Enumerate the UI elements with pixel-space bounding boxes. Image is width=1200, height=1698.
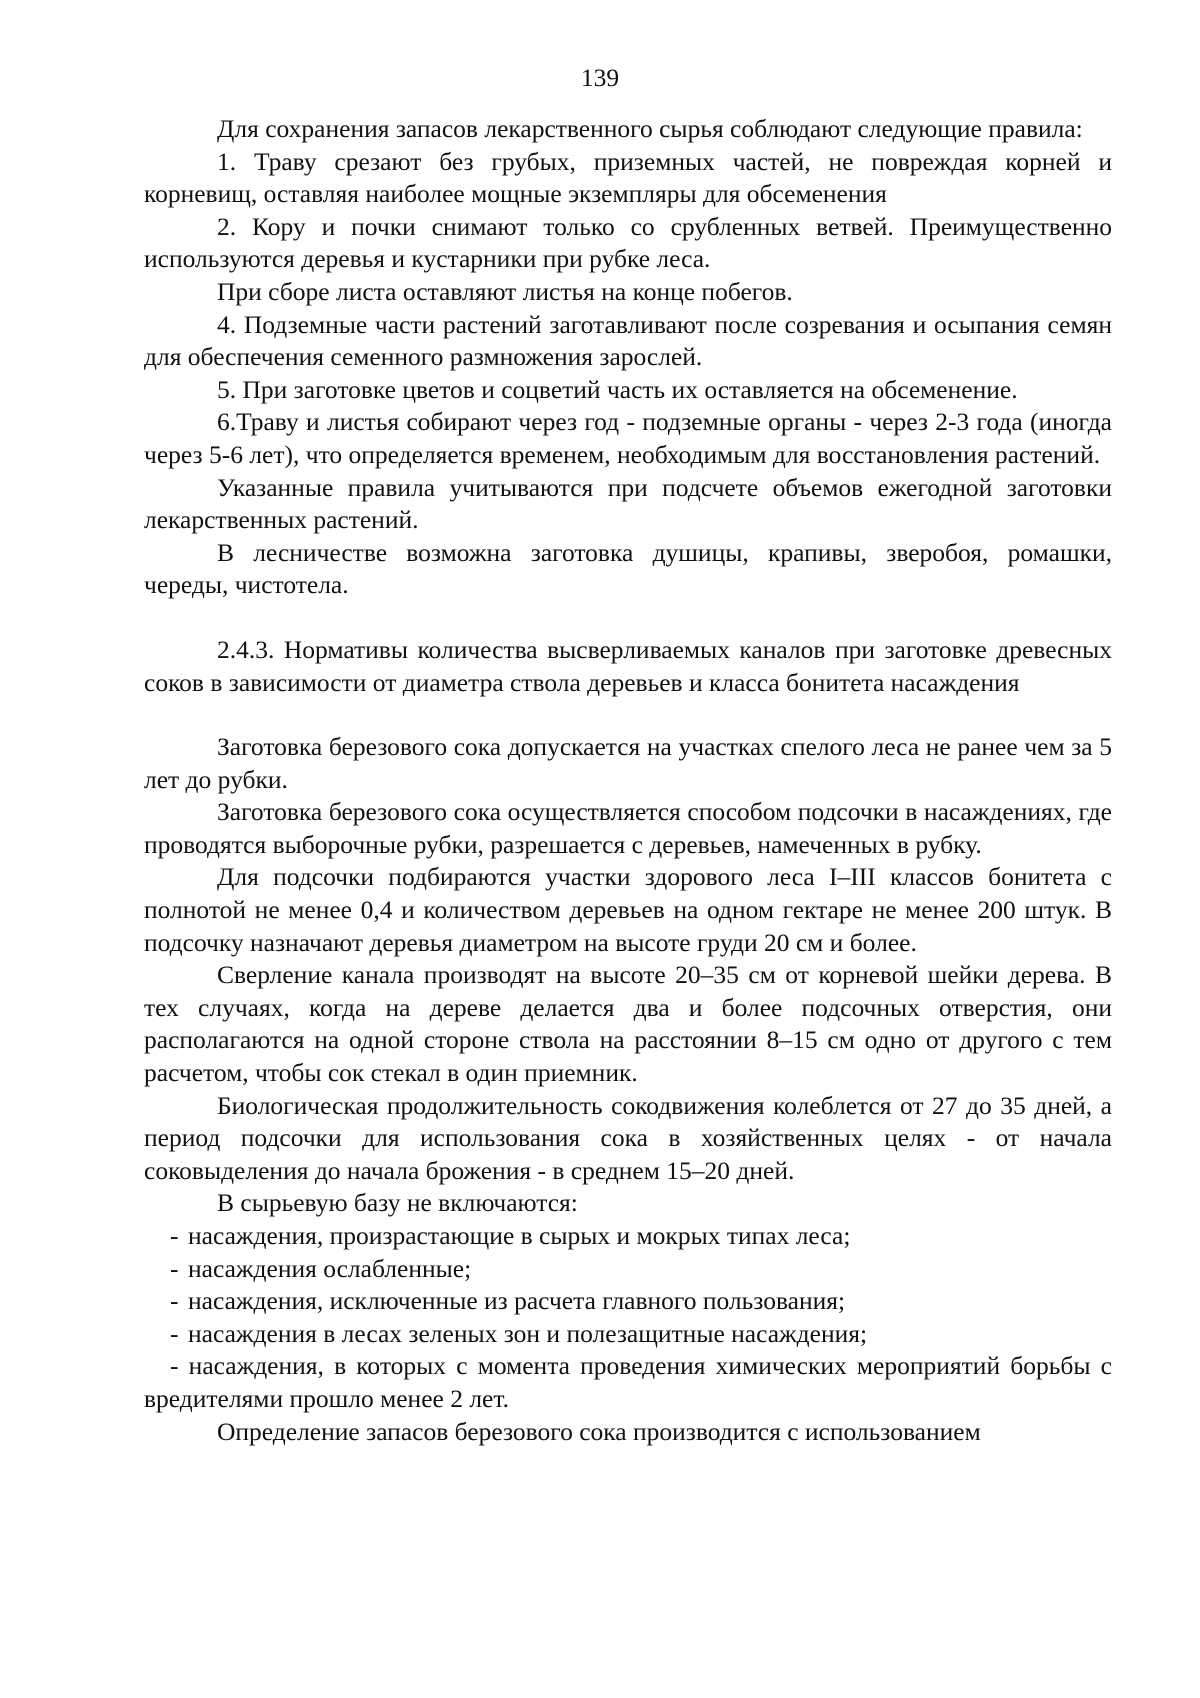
document-body <box>144 113 1112 1448</box>
list-dash: - <box>170 1221 179 1250</box>
paragraph: Заготовка березового сока осуществляется способом подсочки в насаждениях, где проводятся выборочные рубки, разрешается с деревьев, намеченных в рубку. <box>144 797 1112 859</box>
paragraph: Биологическая продолжительность сокодвижения колеблется от 27 до 35 дней, а период подсочки для использования сока в хозяйственных целях - от начала соковыделения до начала брожения - в среднем 15–20 дней. <box>144 1090 1112 1185</box>
paragraph: 4. Подземные части растений заготавливают после созревания и осыпания семян для обеспечения семенного размножения зарослей. <box>144 309 1112 372</box>
paragraph: При сборе листа оставляют листья на конце побегов. <box>217 276 793 306</box>
spacer <box>144 699 1112 731</box>
list-item <box>144 1318 1112 1351</box>
paragraph: Сверление канала производят на высоте 20–35 см от корневой шейки дерева. В тех случаях, когда на дереве делается два и более подсочных отверстия, они располагаются на одной стороне ствола на расстоянии 8–15 см одно от другого с тем расчетом, чтобы сок стекал в один приемник. <box>144 960 1112 1088</box>
paragraph: 1. Траву срезают без грубых, приземных частей, не повреждая корней и корневищ, оставляя наиболее мощные экземпляры для обсеменения <box>144 146 1112 209</box>
list-dash: - <box>170 1253 179 1283</box>
list-dash: - <box>170 1286 179 1316</box>
list-item-text: насаждения в лесах зеленых зон и полезащитные насаждения; <box>188 1318 868 1348</box>
page-number: 139 <box>580 63 620 92</box>
list-item <box>144 1220 1112 1253</box>
paragraph: Для сохранения запасов лекарственного сырья соблюдают следующие правила: <box>217 114 1083 143</box>
list-dash: - <box>170 1318 179 1348</box>
paragraph: Заготовка березового сока допускается на участках спелого леса не ранее чем за 5 лет до рубки. <box>144 732 1112 794</box>
paragraph: Для подсочки подбираются участки здорового леса I–III классов бонитета с полнотой не менее 0,4 и количеством деревьев на одном гектаре не менее 200 штук. В подсочку назначают деревья диаметром на высоте груди 20 см и более. <box>144 862 1112 957</box>
paragraph: 5. При заготовке цветов и соцветий часть их оставляется на обсеменение. <box>217 374 1018 404</box>
section-heading: 2.4.3. Нормативы количества высверливаемых каналов при заготовке древесных соков в зависимости от диаметра ствола деревьев и класса бонитета насаждения <box>144 634 1112 697</box>
paragraph: В сырьевую базу не включаются: <box>217 1188 578 1218</box>
list-item-text: насаждения, произрастающие в сырых и мокрых типах леса; <box>188 1221 851 1250</box>
list-item <box>144 1253 1112 1286</box>
paragraph: Указанные правила учитываются при подсчете объемов ежегодной заготовки лекарственных растений. <box>144 472 1112 535</box>
paragraph: 6.Траву и листья собирают через год - подземные органы - через 2-3 года (иногда через 5-6 лет), что определяется временем, необходимым для восстановления растений. <box>144 407 1112 469</box>
paragraph: В лесничестве возможна заготовка душицы, крапивы, зверобоя, ромашки, череды, чистотела. <box>144 537 1112 600</box>
spacer <box>144 602 1112 634</box>
list-item-text: насаждения ослабленные; <box>188 1253 472 1283</box>
paragraph: Определение запасов березового сока производится с использованием <box>217 1416 981 1446</box>
paragraph: 2. Кору и почки снимают только со срубленных ветвей. Преимущественно используются деревья и кустарники при рубке леса. <box>144 211 1112 274</box>
list-item-text: насаждения, исключенные из расчета главного пользования; <box>188 1286 846 1316</box>
list-item <box>144 1285 1112 1318</box>
list-item: - насаждения, в которых с момента проведения химических мероприятий борьбы с вредителями прошло менее 2 лет. <box>144 1351 1112 1413</box>
